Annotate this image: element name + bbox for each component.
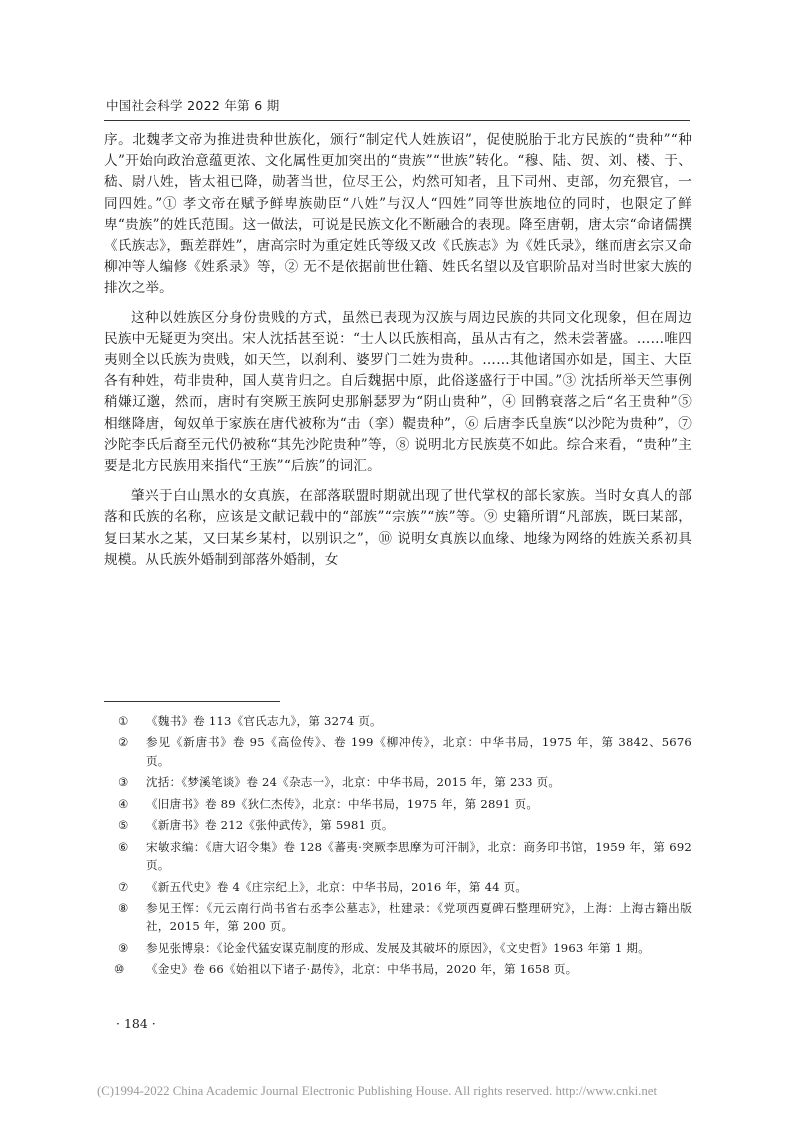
footnote-text: 参见王恽：《元云南行尚书省右丞李公墓志》，杜建录：《党项西夏碑石整理研究》，上海：上海古籍出版社，2015 年，第 200 页。 xyxy=(146,900,692,934)
footnote-marker: ⑦ xyxy=(118,879,129,894)
footnote xyxy=(104,712,692,730)
footnote-text: 宋敏求编：《唐大诏令集》卷 128《蕃夷·突厥李思摩为可汗制》，北京：商务印书馆，1959 年，第 692 页。 xyxy=(146,839,692,873)
paragraph-continued: 序。北魏孝文帝为推进贵种世族化，颁行“制定代人姓族诏”，促使脱胎于北方民族的“贵种”“种人”开始向政治意蕴更浓、文化属性更加突出的“贵族”“世族”转化。“穆、陆、贺、刘、楼、于、嵇、尉八姓，皆太祖已降，勋著当世，位尽王公，灼然可知者，且下司州、吏部，勿充猥官，一同四姓。”① 孝文帝在赋予鲜卑族勋臣“八姓”与汉人“四姓”同等世族地位的同时，也限定了鲜卑“贵族”的姓氏范围。这一做法，可说是民族文化不断融合的表现。降至唐朝，唐太宗“命诸儒撰《氏族志》，甄差群姓”，唐高宗时为重定姓氏等级又改《氏族志》为《姓氏录》，继而唐玄宗又命柳冲等人编修《姓系录》等，② 无不是依据前世仕籍、姓氏名望以及官职阶品对当时世家大族的排次之举。 xyxy=(104,132,692,297)
footnote-marker: ⑥ xyxy=(118,839,129,854)
footnote-text: 《旧唐书》卷 89《狄仁杰传》，北京：中华书局，1975 年，第 2891 页。 xyxy=(146,796,539,811)
footnote-rule xyxy=(104,701,280,702)
footnote-marker: ⑧ xyxy=(118,900,129,915)
footnote xyxy=(104,960,692,978)
footnote xyxy=(104,773,692,791)
footnote-marker: ⑩ xyxy=(114,962,125,977)
footnote xyxy=(104,838,692,875)
footnote-marker: ① xyxy=(118,714,129,728)
page-number: · 184 · xyxy=(116,1016,156,1031)
footnote xyxy=(104,795,692,813)
footnote-text: 《新五代史》卷 4《庄宗纪上》，北京：中华书局，2016 年，第 44 页。 xyxy=(146,879,528,894)
footnote-text: 沈括：《梦溪笔谈》卷 24《杂志一》，北京：中华书局，2015 年，第 233 页。 xyxy=(146,775,561,790)
main-text xyxy=(104,130,692,571)
footnote xyxy=(104,816,692,834)
footnote-marker: ⑤ xyxy=(118,818,129,833)
footnote-marker: ④ xyxy=(118,796,129,811)
copyright-watermark: (C)1994-2022 China Academic Journal Electronic Publishing House. All rights reserved. http://www.cnki.net xyxy=(97,1084,658,1098)
paragraph: 这种以姓族区分身份贵贱的方式，虽然已表现为汉族与周边民族的共同文化现象，但在周边民族中无疑更为突出。宋人沈括甚至说：“士人以氏族相高，虽从古有之，然未尝著盛。……唯四夷则全以氏族为贵贱，如天竺，以刹利、婆罗门二姓为贵种。……其他诸国亦如是，国主、大臣各有种姓，苟非贵种，国人莫肯归之。自后魏据中原，此俗遂盛行于中国。”③ 沈括所举天竺事例稍嫌辽邈，然而，唐时有突厥王族阿史那斛瑟罗为“阴山贵种”，④ 回鹘衰落之后“名王贵种”⑤ 相继降唐，匈奴单于家族在唐代被称为“击（挛）鞮贵种”，⑥ 后唐李氏皇族“以沙陀为贵种”，⑦ 沙陀李氏后裔至元代仍被称“其先沙陀贵种”等，⑧ 说明北方民族莫不如此。综合来看，“贵种”主要是北方民族用来指代“王族”“后族”的词汇。 xyxy=(104,309,692,475)
footnote-text: 《金史》卷 66《始祖以下诸子·勗传》，北京：中华书局，2020 年，第 1658 页。 xyxy=(146,962,578,977)
footnote xyxy=(104,899,692,936)
footnote-text: 《魏书》卷 113《官氏志九》，第 3274 页。 xyxy=(146,714,382,728)
header-rule xyxy=(104,120,690,121)
footnote-marker: ② xyxy=(118,735,129,750)
footnote-text: 参见《新唐书》卷 95《高俭传》、卷 199《柳冲传》，北京：中华书局，1975 年，第 3842、5676 页。 xyxy=(146,735,692,768)
footnote-marker: ③ xyxy=(118,775,129,790)
footnote xyxy=(104,733,692,770)
footnote-marker: ⑨ xyxy=(118,940,129,955)
footnote xyxy=(104,878,692,896)
running-head: 中国社会科学 2022 年第 6 期 xyxy=(106,98,280,113)
footnotes xyxy=(104,712,692,982)
footnote-text: 《新唐书》卷 212《张仲武传》，第 5981 页。 xyxy=(146,818,394,833)
footnote-text: 参见张博泉：《论金代猛安谋克制度的形成、发展及其破坏的原因》，《文史哲》1963 年第 1 期。 xyxy=(146,940,650,955)
footnote xyxy=(104,939,692,957)
paragraph: 肇兴于白山黑水的女真族，在部落联盟时期就出现了世代掌权的部长家族。当时女真人的部落和氏族的名称，应该是文献记载中的“部族”“宗族”“族”等。⑨ 史籍所谓“凡部族，既曰某部，复曰某水之某，又曰某乡某村，以别识之”，⑩ 说明女真族以血缘、地缘为网络的姓族关系初具规模。从氏族外婚制到部落外婚制，女 xyxy=(104,488,692,568)
